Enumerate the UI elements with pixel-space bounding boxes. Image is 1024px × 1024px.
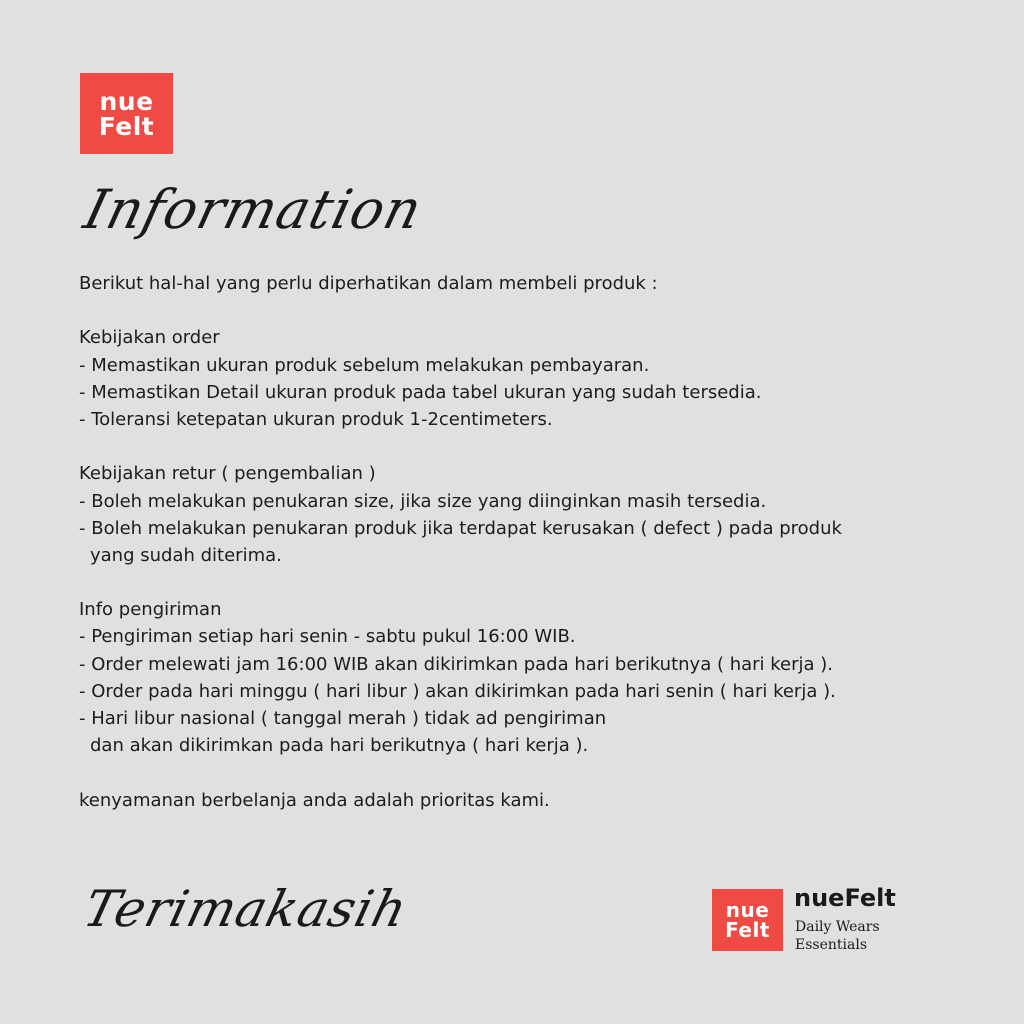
order-policy-item: - Toleransi ketepatan ukuran produk 1-2centimeters.	[79, 408, 553, 430]
shipping-item: - Order melewati jam 16:00 WIB akan dikirimkan pada hari berikutnya ( hari kerja ).	[79, 653, 834, 675]
logo-line-1: nue	[99, 86, 154, 116]
info-body	[79, 270, 979, 814]
order-policy-item: - Memastikan Detail ukuran produk pada tabel ukuran yang sudah tersedia.	[79, 381, 762, 403]
logo-line-2: Felt	[98, 111, 155, 141]
shipping-item: - Hari libur nasional ( tanggal merah ) tidak ad pengiriman	[79, 708, 607, 729]
page-title: Information	[78, 178, 429, 241]
brand-logo	[80, 73, 173, 154]
shipping-title: Info pengiriman	[79, 599, 222, 621]
brand-tagline	[795, 918, 880, 954]
thanks-heading: Terimakasih	[78, 880, 414, 938]
order-policy-item: - Memastikan ukuran produk sebelum melakukan pembayaran.	[79, 354, 650, 376]
return-policy-item-continued: yang sudah diterima.	[90, 544, 282, 566]
return-policy-title: Kebijakan retur ( pengembalian )	[79, 463, 376, 485]
footer-logo-line-1: nue	[725, 898, 770, 922]
footer-brand	[712, 884, 972, 954]
footer-logo-line-2: Felt	[725, 918, 770, 942]
footer-logo	[712, 889, 783, 951]
tagline-line-2: Essentials	[795, 937, 868, 953]
return-policy-item: - Boleh melakukan penukaran produk jika terdapat kerusakan ( defect ) pada produk	[79, 517, 842, 539]
return-policy-item: - Boleh melakukan penukaran size, jika size yang diinginkan masih tersedia.	[79, 490, 767, 512]
shipping-item-continued: dan akan dikirimkan pada hari berikutnya ( hari kerja ).	[90, 735, 589, 757]
tagline-line-1: Daily Wears	[795, 919, 880, 935]
shipping-item: - Order pada hari minggu ( hari libur ) akan dikirimkan pada hari senin ( hari kerja ).	[79, 680, 836, 702]
order-policy-title: Kebijakan order	[79, 327, 220, 349]
intro-text: Berikut hal-hal yang perlu diperhatikan dalam membeli produk :	[79, 273, 658, 294]
closing-text: kenyamanan berbelanja anda adalah prioritas kami.	[79, 789, 550, 811]
brand-name: nueFelt	[794, 884, 896, 912]
shipping-item: - Pengiriman setiap hari senin - sabtu pukul 16:00 WIB.	[79, 626, 576, 648]
